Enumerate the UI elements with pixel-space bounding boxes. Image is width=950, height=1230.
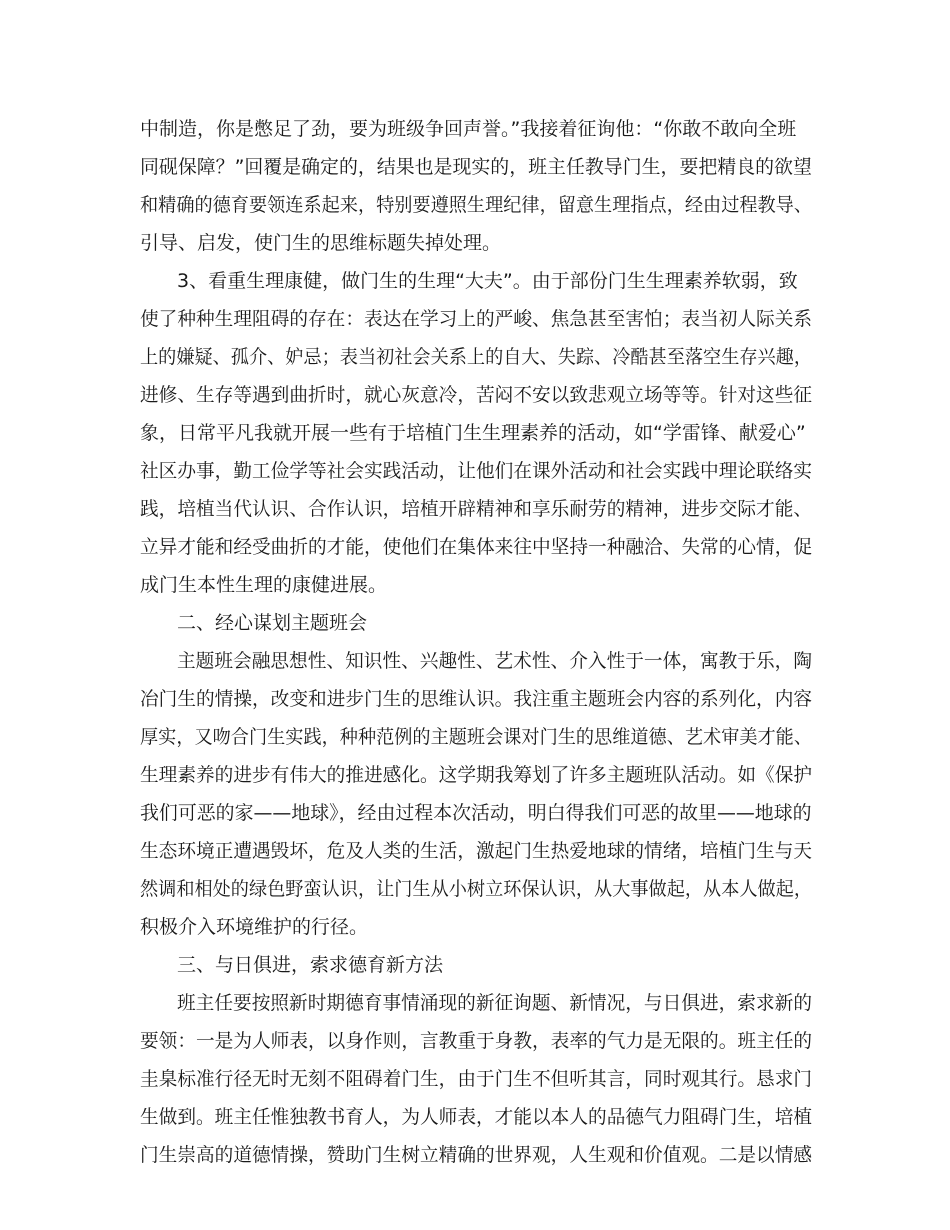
text-line: 厚实，又吻合门生实践，种种范例的主题班会课对门生的思维道德、艺术审美才能、 [140, 726, 813, 748]
text-line: 上的嫌疑、孤介、妒忌；表当初社会关系上的自大、失踪、冷酷甚至落空生存兴趣， [140, 346, 813, 368]
text-line: 积极介入环境维护的行径。 [140, 916, 369, 938]
text-line: 同砚保障？”回覆是确定的，结果也是现实的，班主任教导门生，要把精良的欲望 [140, 156, 812, 178]
text-line: 和精确的德育要领连系起来，特别要遵照生理纪律，留意生理指点，经由过程教导、 [140, 194, 813, 216]
text-line: 成门生本性生理的康健进展。 [140, 574, 388, 596]
text-line: 门生崇高的道德情操，赞助门生树立精确的世界观，人生观和价值观。二是以情感 [140, 1144, 813, 1166]
text-line: 生态环境正遭遇毁坏，危及人类的生活，激起门生热爱地球的情绪，培植门生与天 [140, 840, 813, 862]
text-line: 引导、启发，使门生的思维标题失掉处理。 [140, 232, 502, 254]
text-line: 冶门生的情操，改变和进步门生的思维认识。我注重主题班会内容的系列化，内容 [140, 688, 813, 710]
text-line: 践，培植当代认识、合作认识，培植开辟精神和享乐耐劳的精神，进步交际才能、 [140, 498, 813, 520]
text-line: 中制造，你是憋足了劲，要为班级争回声誉。”我接着征询他：“你敢不敢向全班 [140, 118, 797, 140]
text-line: 3、看重生理康健，做门生的生理“大夫”。由于部份门生生理素养软弱，致 [177, 270, 798, 292]
text-line: 然调和相处的绿色野蛮认识，让门生从小树立环保认识，从大事做起，从本人做起， [140, 878, 813, 900]
text-line: 使了种种生理阻碍的存在：表达在学习上的严峻、焦急甚至害怕；表当初人际关系 [140, 308, 813, 330]
text-line: 生理素养的进步有伟大的推进感化。这学期我筹划了许多主题班队活动。如《保护 [140, 764, 813, 786]
text-line: 主题班会融思想性、知识性、兴趣性、艺术性、介入性于一体，寓教于乐，陶 [177, 650, 813, 672]
section-heading: 三、与日俱进，索求德育新方法 [177, 954, 444, 976]
text-line: 象，日常平凡我就开展一些有于培植门生生理素养的活动，如“学雷锋、献爱心” [140, 422, 806, 444]
section-heading: 二、经心谋划主题班会 [177, 612, 368, 634]
text-line: 立异才能和经受曲折的才能，使他们在集体来往中坚持一种融洽、失常的心情，促 [140, 536, 813, 558]
text-line: 生做到。班主任惟独教书育人，为人师表，才能以本人的品德气力阻碍门生，培植 [140, 1106, 813, 1128]
text-line: 要领：一是为人师表，以身作则，言教重于身教，表率的气力是无限的。班主任的 [140, 1030, 813, 1052]
text-line: 社区办事，勤工俭学等社会实践活动，让他们在课外活动和社会实践中理论联络实 [140, 460, 813, 482]
text-line: 圭臬标准行径无时无刻不阻碍着门生，由于门生不但听其言，同时观其行。恳求门 [140, 1068, 813, 1090]
text-line: 进修、生存等遇到曲折时，就心灰意冷，苦闷不安以致悲观立场等等。针对这些征 [140, 384, 813, 406]
text-line: 我们可恶的家——地球》，经由过程本次活动，明白得我们可恶的故里——地球的 [140, 802, 812, 824]
text-line: 班主任要按照新时期德育事情涌现的新征询题、新情况，与日俱进，索求新的 [177, 992, 813, 1014]
